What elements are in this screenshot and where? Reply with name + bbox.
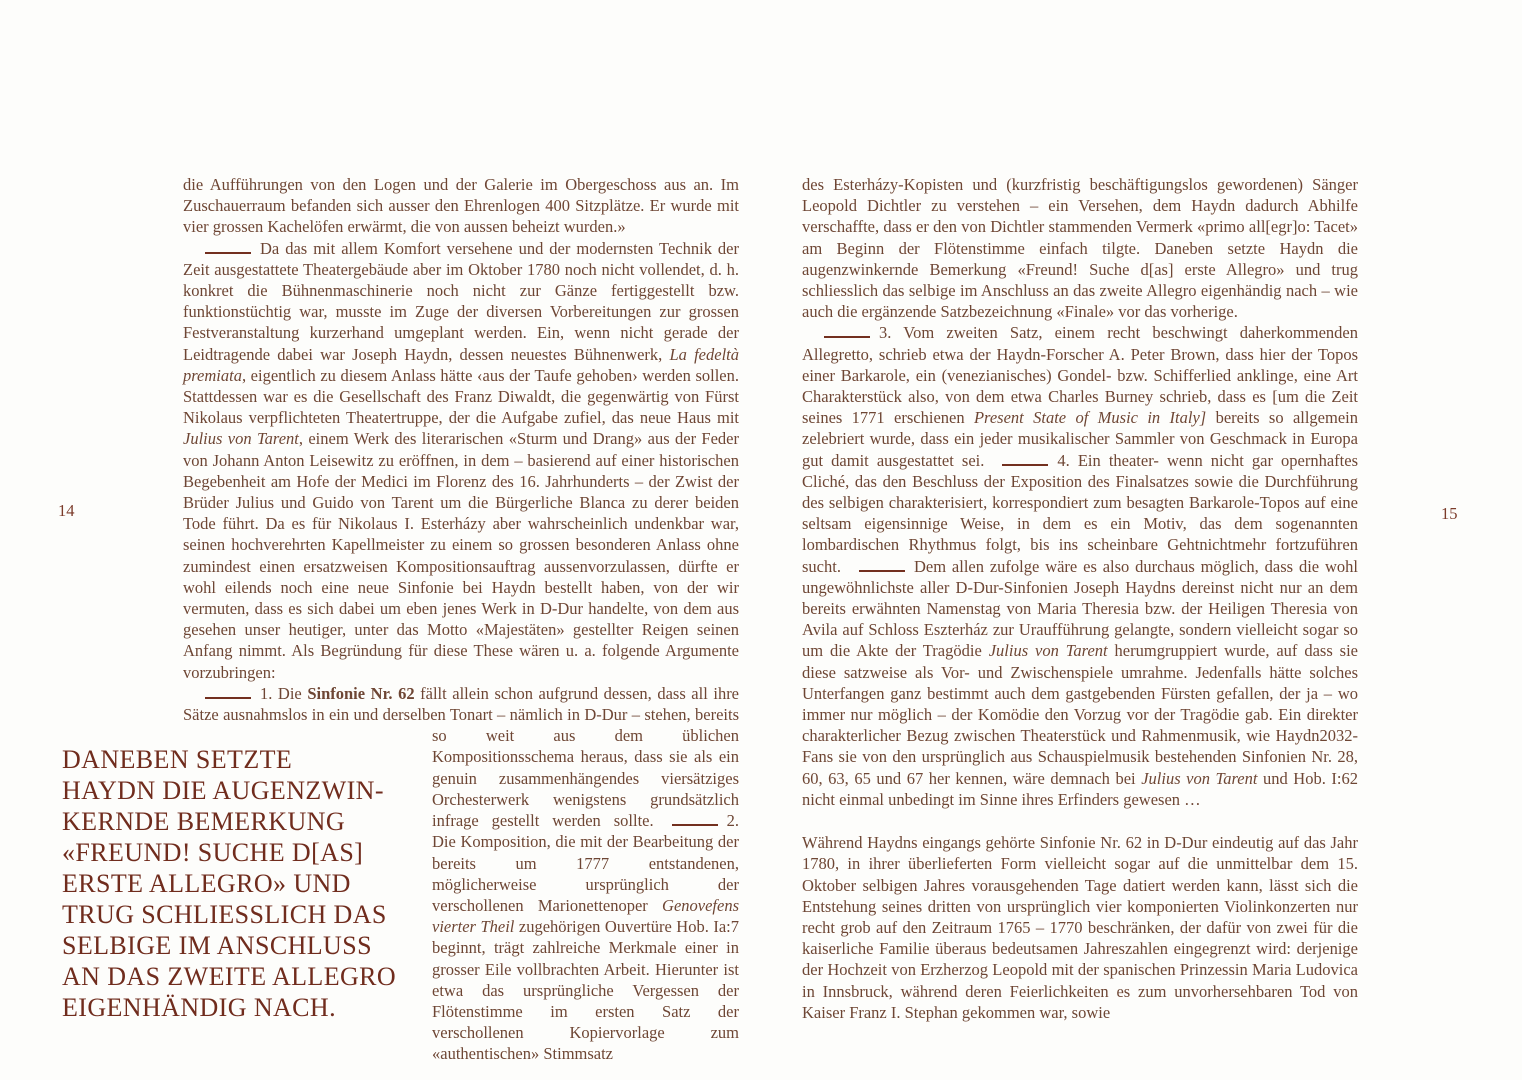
text-run: Julius von Tarent xyxy=(183,429,299,449)
text-run: Julius von Tarent xyxy=(1141,768,1258,788)
pull-quote-line: DANEBEN SETZTE xyxy=(62,745,293,774)
text-run: 4. Ein theater- wenn nicht gar opernhaftes Cliché, das den Beschluss der Exposition des Finalsatzes sowie die Durchführung des selbigen charakterisiert, korrespondiert zum besagten Barkarole-Topos auf eine seltsam eigensinnige Weise, in dem es ein Motiv, das dem sogenannten lombardischen Rhythmus folgt, bis ins scheinbare Gehtnichtmehr fortzuführen sucht. xyxy=(802,450,1358,576)
pull-quote-line: «FREUND! SUCHE D[AS] xyxy=(62,838,364,867)
pull-quote xyxy=(62,744,442,1023)
paragraph xyxy=(802,832,1358,1023)
text-run: bereits so weit aus dem üblichen Kompositionsschema heraus, dass sie als ein genuin zusammenhängendes viersätziges Orchesterwerk wenigstens grundsätzlich infrage gestellt werden sollte. xyxy=(432,705,739,831)
text-run: und Hob. I:62 nicht einmal unbedingt im Sinne ihres Erfinders gewesen … xyxy=(802,768,1358,809)
text-run: 1. Die xyxy=(260,683,308,703)
dash-rule xyxy=(205,243,251,253)
text-run: , einem Werk des literarischen «Sturm und Drang» aus der Feder von Johann Anton Leisewitz zu eröffnen, in dem – basierend auf einer historischen Begebenheit am Hofe der Medici im Florenz des 16. Jahrhunderts – der Zwist der Brüder Julius und Guido von Tarent um die Bürgerliche Blanca zu derer beiden Tode führt. Da es für Nikolaus I. Esterházy aber wahrscheinlich undenkbar war, seinen hochverehrten Kapellmeister zu einem so grossen besonderen Anlass ohne zumindest einen ersatzweisen Kompositionsauftrag aussenvorzulassen, dürfte er wohl eilends noch eine neue Sinfonie bei Haydn bestellt haben, von der wir vermuten, dass es sich dabei um eben jenes Werk in D-Dur handelte, von dem aus gesehen unser heutiger, unter das Motto «Majestäten» gestellter Reigen seinen Anfang nimmt. Als Begründung für diese These wären u. a. folgende Argumente vorzubringen: xyxy=(183,429,739,682)
paragraph xyxy=(802,322,1358,810)
dash-rule xyxy=(672,816,718,826)
text-run: Da das mit allem Komfort versehene und der modernsten Technik der Zeit ausgestattete Theatergebäude aber im Oktober 1780 noch nicht vollendet, d. h. konkret die Bühnenmaschinerie noch nicht zur Gänze fertiggestellt bzw. funktionstüchtig war, musste im Zuge der diversen Vorbereitungen zur grossen Festveranstaltung kurzerhand umgeplant werden. Ein, wenn nicht gerade der Leidtragende dabei war Joseph Haydn, dessen neuestes Bühnenwerk, xyxy=(183,238,739,364)
text-run: die Aufführungen von den Logen und der Galerie im Obergeschoss aus an. Im Zuschauerraum befanden sich ausser den Ehrenlogen 400 Sitzplätze. Er wurde mit vier grossen Kachelöfen erwärmt, die von aussen beheizt wurden.» xyxy=(183,175,739,237)
paragraph xyxy=(183,238,739,683)
text-run: Genovefens vierter Theil xyxy=(432,895,739,937)
text-run: zugehörigen Ouvertüre Hob. Ia:7 beginnt, trägt zahlreiche Merkmale einer in grosser Eile vollbrachten Arbeit. Hierunter ist etwa das ursprüngliche Vergessen der Flötenstimme im ersten Satz der verschollenen Kopiervorlage zum «authentischen» Stimmsatz xyxy=(432,917,739,1064)
text-run: Present State of Music in Italy] xyxy=(973,408,1207,428)
pull-quote-line: HAYDN DIE AUGENZWIN- xyxy=(62,776,384,805)
text-run: herumgruppiert wurde, auf dass sie diese satzweise als Vor- und Zwischenspiele umrahme. Jedenfalls hätte solches Unterfangen ganz bestimmt auch dem gastgebenden Fürsten gefallen, der ja – wo immer nur möglich – der Komödie den Vorzug vor der Tragödie gab. Ein direkter charakterlicher Bezug zwischen Theaterstück und Rahmenmusik, wie Haydn2032-Fans sie von den ursprünglich aus Schauspielmusik bestehenden Sinfonien Nr. 28, 60, 63, 65 und 67 her kennen, wäre demnach bei xyxy=(802,641,1358,788)
dash-rule xyxy=(1002,455,1048,465)
text-run: bereits so allgemein zelebriert wurde, dass ein jeder musikalischer Sammler von Geschmack in Europa gut damit ausgestattet sei. xyxy=(802,408,1358,470)
paragraph xyxy=(183,174,739,238)
page-number-left: 14 xyxy=(58,501,75,520)
text-run: La fedeltà premiata xyxy=(183,344,739,385)
text-run: 2. Die Komposition, die mit der Bearbeitung der bereits um 1777 entstandenen, möglicherweise ursprünglich der verschollenen Marionettenoper xyxy=(432,811,739,915)
dash-rule xyxy=(205,689,251,699)
paragraph xyxy=(802,174,1358,322)
text-run: Dem allen zufolge wäre es also durchaus möglich, dass die wohl ungewöhnlichste aller D-Dur-Sinfonien Joseph Haydns dereinst nicht nur an dem bereits erwähnten Namenstag von Maria Theresia bzw. der Heiligen Theresia von Avila auf Schloss Eszterház zur Uraufführung gelangte, sondern vielleicht sogar so um die Akte der Tragödie xyxy=(802,556,1358,661)
pull-quote-line: AN DAS ZWEITE ALLEGRO xyxy=(62,962,397,991)
pull-quote-line: EIGENHÄNDIG NACH. xyxy=(62,993,336,1022)
page-number-right: 15 xyxy=(1441,504,1458,523)
text-run: Während Haydns eingangs gehörte Sinfonie Nr. 62 in D-Dur eindeutig auf das Jahr 1780, in ihrer überlieferten Form vielleicht sogar auf die unmittelbar dem 15. Oktober selbigen Jahres vorausgehenden Tage datiert werden kann, lässt sich die Entstehung seines dritten von ursprünglich vier komponierten Violinkonzerten nur recht grob auf den Zeitraum 1765 – 1770 beschränken, der dafür von zwei für die kaiserliche Familie überaus bedeutsamen Jahreszahlen eingegrenzt wird: derjenige der Hochzeit von Erzherzog Leopold mit der spanischen Prinzessin Maria Ludovica in Innsbruck, während deren Feierlichkeiten es zum unvorhersehbaren Tod von Kaiser Franz I. Stephan gekommen war, sowie xyxy=(802,833,1358,1022)
text-run: des Esterházy-Kopisten und (kurzfristig beschäftigungslos gewordenen) Sänger Leopold Dichtler zu verstehen – ein Versehen, dem Haydn dadurch Abhilfe verschaffte, dass er den von Dichtler stammenden Vermerk «primo all[egr]o: Tacet» am Beginn der Flötenstimme einfach tilgte. Daneben setzte Haydn die augenzwinkernde Bemerkung «Freund! Suche d[as] erste Allegro» und trug schliesslich das selbige im Anschluss an das zweite Allegro eigenhändig nach – wie auch die ergänzende Satzbezeichnung «Finale» vor das vorherige. xyxy=(802,175,1358,322)
pull-quote-line: TRUG SCHLIESSLICH DAS xyxy=(62,900,387,929)
text-run: , eigentlich zu diesem Anlass hätte ‹aus der Taufe gehoben› werden sollen. Stattdessen war es die Gesellschaft des Franz Diwaldt, die gegenwärtig von Fürst Nikolaus verpflichteten Theatertruppe, der die Aufgabe zufiel, das neue Haus mit xyxy=(183,365,739,428)
pull-quote-line: SELBIGE IM ANSCHLUSS xyxy=(62,931,372,960)
pull-quote-line: KERNDE BEMERKUNG xyxy=(62,807,346,836)
right-page-text-column xyxy=(802,174,1358,1023)
dash-rule xyxy=(859,561,905,571)
pull-quote-line: ERSTE ALLEGRO» UND xyxy=(62,869,351,898)
dash-rule xyxy=(824,328,870,338)
text-run: fällt allein schon aufgrund dessen, dass all ihre Sätze ausnahmslos in ein und derselben Tonart – nämlich in D-Dur – stehen, xyxy=(183,683,740,725)
text-run: Sinfonie Nr. 62 xyxy=(307,683,415,703)
text-run: 3. Vom zweiten Satz, einem recht beschwingt daherkommenden Allegretto, schrieb etwa der Haydn-Forscher A. Peter Brown, dass hier der Topos einer Barkarole, ein (venezianisches) Gondel- bzw. Schifferlied anklinge, eine Art Charakterstück also, von dem etwa Charles Burney schrieb, dass es [um die Zeit seines 1771 erschienen xyxy=(802,323,1358,428)
text-run: Julius von Tarent xyxy=(988,641,1108,661)
